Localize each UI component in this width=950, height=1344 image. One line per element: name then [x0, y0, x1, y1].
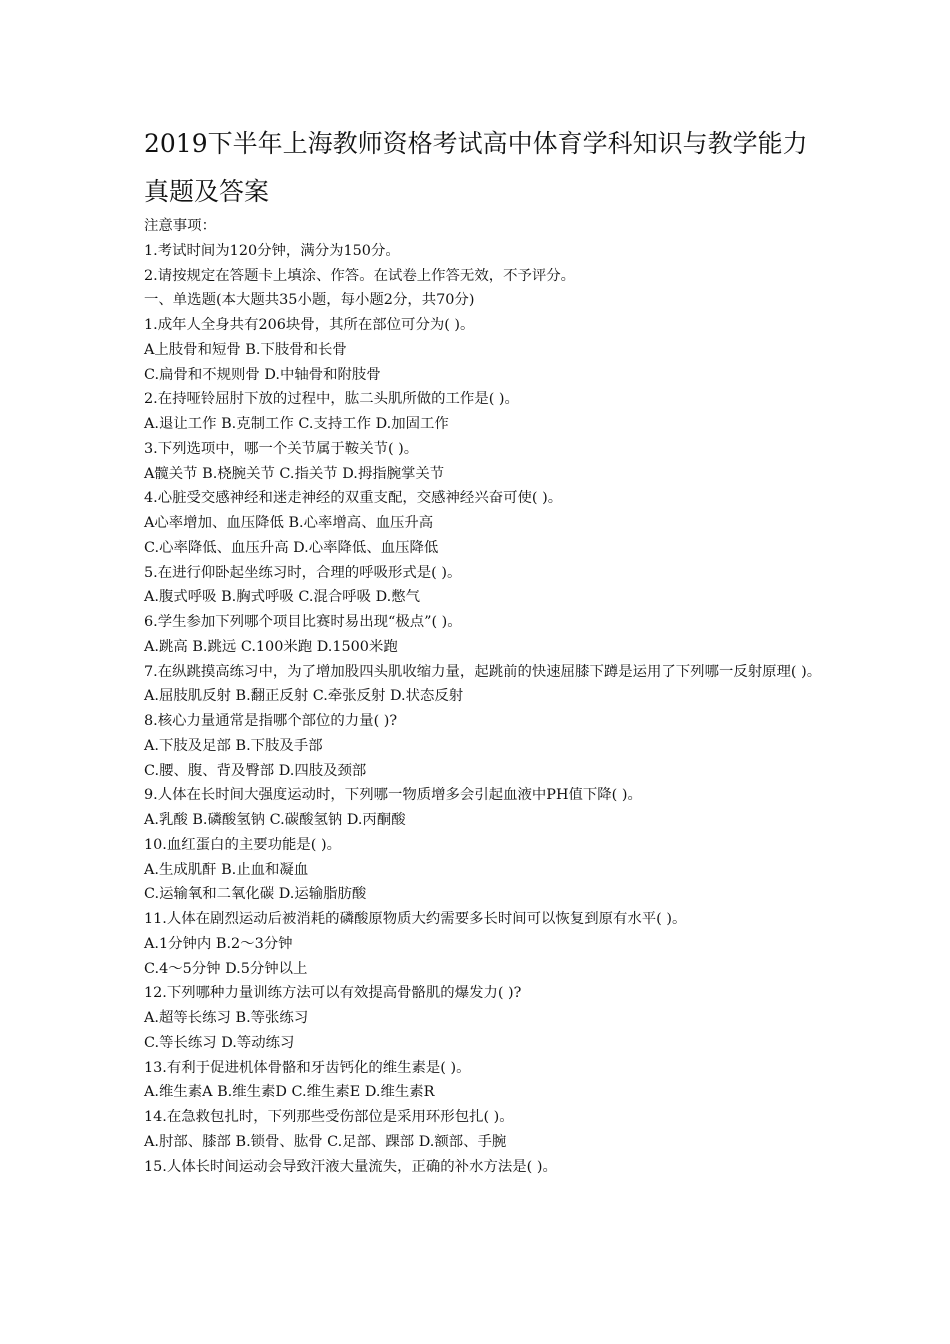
- answer-options: A心率增加、血压降低 B.心率增高、血压升高: [144, 515, 434, 531]
- question-text: 8.核心力量通常是指哪个部位的力量( )?: [144, 713, 398, 729]
- answer-options: C.心率降低、血压升高 D.心率降低、血压降低: [144, 539, 439, 556]
- notice-item: 2.请按规定在答题卡上填涂、作答。在试卷上作答无效，不予评分。: [144, 267, 576, 284]
- section-heading: 一、单选题(本大题共35小题，每小题2分，共70分): [144, 292, 475, 309]
- question-text: 6.学生参加下列哪个项目比赛时易出现“极点”( )。: [144, 614, 462, 630]
- answer-options: A.退让工作 B.克制工作 C.支持工作 D.加固工作: [144, 416, 449, 432]
- notice-heading: 注意事项：: [144, 218, 216, 234]
- question-text: 13.有利于促进机体骨骼和牙齿钙化的维生素是( )。: [144, 1059, 471, 1076]
- question-text: 12.下列哪种力量训练方法可以有效提高骨骼肌的爆发力( )?: [144, 985, 522, 1002]
- answer-options: C.运输氧和二氧化碳 D.运输脂肪酸: [144, 886, 367, 903]
- answer-options: C.腰、腹、背及臀部 D.四肢及颈部: [144, 762, 367, 779]
- question-text: 1.成年人全身共有206块骨，其所在部位可分为( )。: [144, 317, 475, 333]
- answer-options: A.屈肢肌反射 B.翻正反射 C.牵张反射 D.状态反射: [144, 688, 464, 705]
- answer-options: A.肘部、膝部 B.锁骨、肱骨 C.足部、踝部 D.额部、手腕: [144, 1133, 507, 1150]
- question-text: 7.在纵跳摸高练习中，为了增加股四头肌收缩力量，起跳前的快速屈膝下蹲是运用了下列哪一反射原理( )。: [144, 663, 822, 680]
- question-text: 11.人体在剧烈运动后被消耗的磷酸原物质大约需要多长时间可以恢复到原有水平( )。: [144, 911, 687, 927]
- question-text: 4.心脏受交感神经和迷走神经的双重支配，交感神经兴奋可使( )。: [144, 490, 563, 507]
- question-text: 3.下列选项中，哪一个关节属于鞍关节( )。: [144, 440, 419, 457]
- answer-options: A.下肢及足部 B.下肢及手部: [144, 737, 323, 754]
- answer-options: A.跳高 B.跳远 C.100米跑 D.1500米跑: [144, 638, 398, 655]
- answer-options: C.等长练习 D.等动练习: [144, 1034, 295, 1051]
- answer-options: A.腹式呼吸 B.胸式呼吸 C.混合呼吸 D.憋气: [144, 589, 420, 606]
- question-text: 10.血红蛋白的主要功能是( )。: [144, 836, 341, 853]
- document-title: 2019下半年上海教师资格考试高中体育学科知识与教学能力真题及答案: [144, 129, 808, 206]
- answer-options: A髋关节 B.桡腕关节 C.指关节 D.拇指腕掌关节: [144, 465, 445, 482]
- answer-options: C.扁骨和不规则骨 D.中轴骨和附肢骨: [144, 366, 381, 383]
- notice-item: 1.考试时间为120分钟，满分为150分。: [144, 242, 400, 259]
- answer-options: A.1分钟内 B.2～3分钟: [144, 935, 293, 952]
- question-text: 9.人体在长时间大强度运动时，下列哪一物质增多会引起血液中PH值下降( )。: [144, 787, 642, 804]
- question-list: [144, 313, 824, 1179]
- question-text: 15.人体长时间运动会导致汗液大量流失，正确的补水方法是( )。: [144, 1158, 557, 1175]
- answer-options: A.生成肌酐 B.止血和凝血: [144, 861, 309, 878]
- answer-options: A.超等长练习 B.等张练习: [144, 1010, 309, 1026]
- question-text: 2.在持哑铃屈肘下放的过程中，肱二头肌所做的工作是( )。: [144, 391, 519, 408]
- answer-options: A.乳酸 B.磷酸氢钠 C.碳酸氢钠 D.丙酮酸: [144, 812, 406, 828]
- answer-options: C.4～5分钟 D.5分钟以上: [144, 960, 308, 977]
- answer-options: A.维生素A B.维生素D C.维生素E D.维生素R: [144, 1084, 435, 1101]
- document-body: [144, 214, 824, 1179]
- answer-options: A上肢骨和短骨 B.下肢骨和长骨: [144, 341, 347, 358]
- question-text: 14.在急救包扎时，下列那些受伤部位是采用环形包扎( )。: [144, 1109, 514, 1125]
- question-text: 5.在进行仰卧起坐练习时，合理的呼吸形式是( )。: [144, 564, 462, 581]
